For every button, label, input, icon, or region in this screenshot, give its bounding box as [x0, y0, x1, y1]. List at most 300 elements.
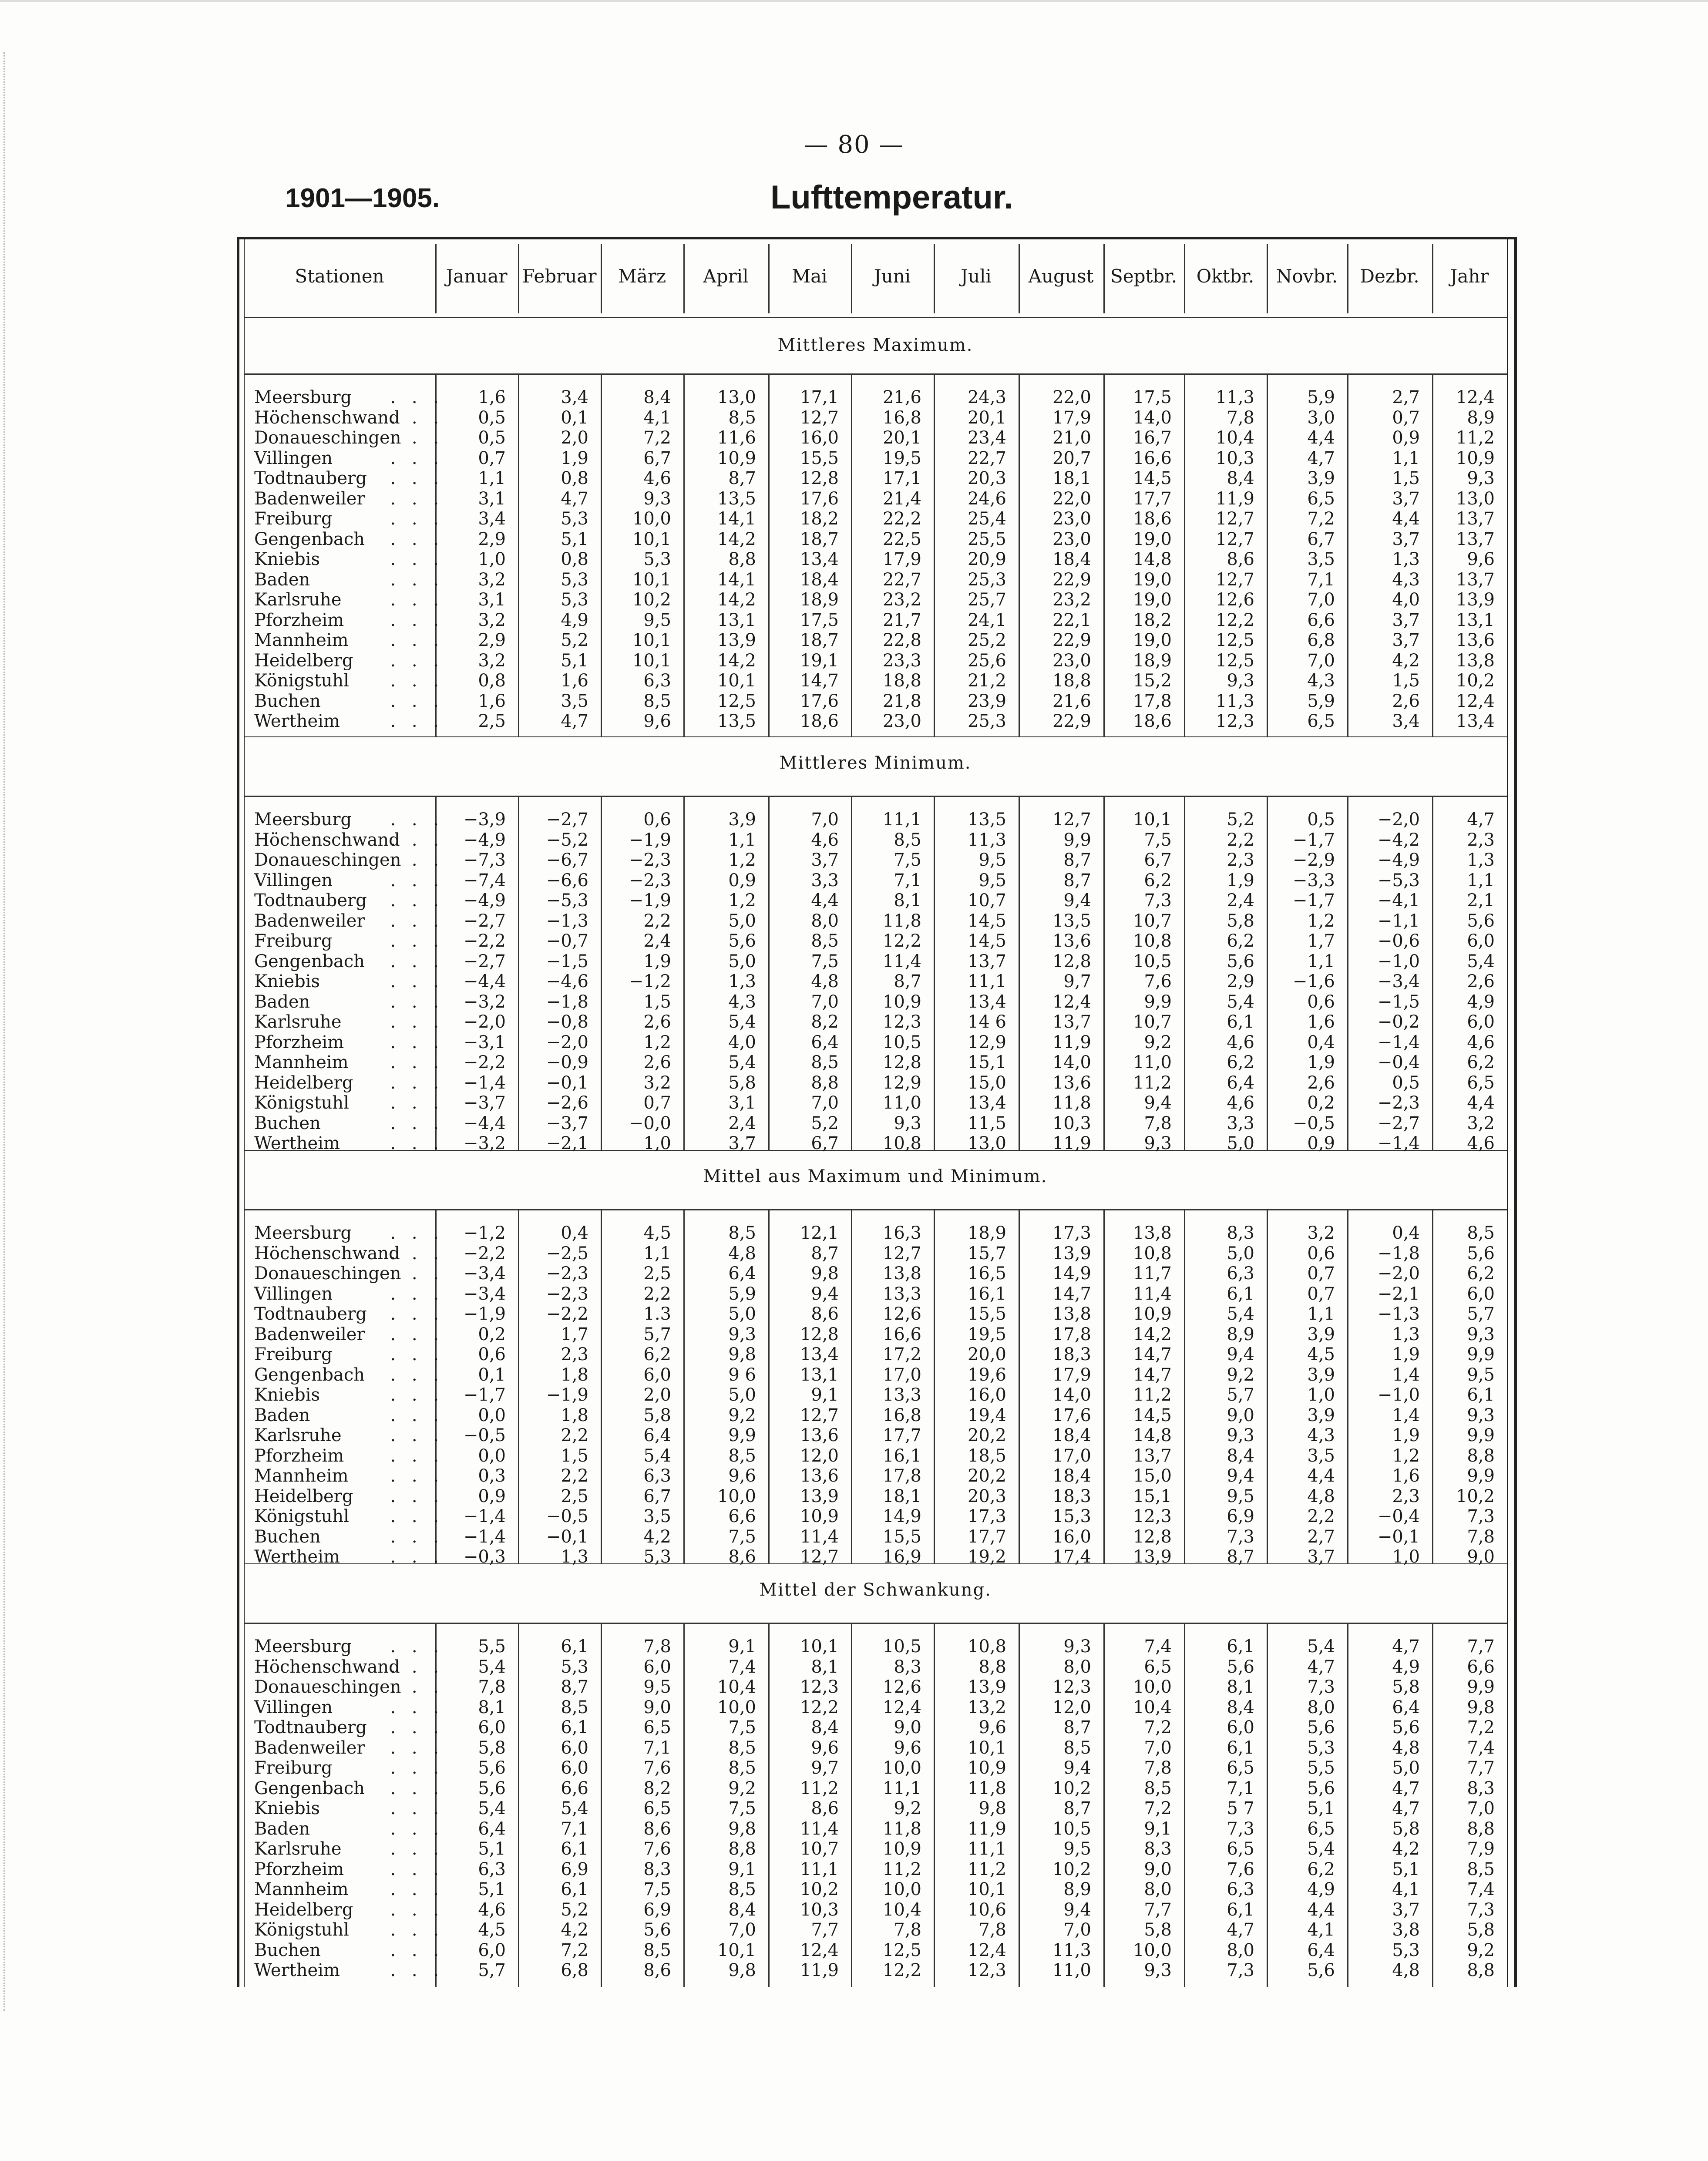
cell-april: 1,3 [728, 971, 756, 991]
cell-jahr: 6,1 [1467, 1385, 1495, 1405]
cell-novbr: 2,7 [1307, 1526, 1335, 1547]
cell-oktbr: 6,1 [1227, 1012, 1254, 1032]
cell-märz: 8,2 [643, 1778, 671, 1798]
cell-septbr: 10,0 [1133, 1677, 1172, 1697]
cell-oktbr: 4,6 [1227, 1093, 1254, 1113]
cell-oktbr: 6,2 [1227, 931, 1254, 951]
cell-juni: 17,7 [882, 1425, 921, 1445]
cell-dezbr: −0,4 [1377, 1052, 1420, 1072]
cell-juli: 20,2 [967, 1425, 1006, 1445]
table-row [244, 1344, 1507, 1365]
station-name: Buchen [254, 1113, 321, 1133]
cell-januar: 5,1 [478, 1839, 506, 1859]
cell-juni: 20,1 [882, 428, 921, 448]
station-name: Meersburg [254, 810, 352, 830]
cell-juli: 11,1 [967, 1839, 1006, 1859]
cell-mai: 15,5 [800, 448, 839, 468]
cell-januar: 1,6 [478, 387, 506, 407]
cell-septbr: 16,7 [1133, 428, 1172, 448]
cell-dezbr: 1,3 [1392, 1324, 1420, 1344]
cell-februar: −5,2 [546, 830, 588, 850]
station-name: Baden [254, 1405, 310, 1425]
cell-jahr: 9,9 [1467, 1677, 1495, 1697]
station-name: Gengenbach [254, 951, 365, 971]
station-name: Kniebis [254, 1798, 320, 1818]
cell-märz: 2,5 [643, 1264, 671, 1284]
cell-januar: 0,5 [478, 428, 506, 448]
cell-april: 10,4 [717, 1677, 756, 1697]
cell-januar: −1,4 [463, 1506, 506, 1526]
station-name: Pforzheim [254, 610, 344, 630]
cell-septbr: 10,7 [1133, 911, 1172, 931]
cell-juli: 23,9 [967, 691, 1006, 711]
cell-januar: 0,5 [478, 407, 506, 428]
table-row [244, 1677, 1507, 1697]
cell-februar: 3,5 [561, 691, 588, 711]
cell-januar: −3,7 [463, 1093, 506, 1113]
cell-märz: 6,0 [643, 1364, 671, 1385]
cell-novbr: 6,6 [1307, 610, 1335, 630]
cell-oktbr: 8,9 [1227, 1324, 1254, 1344]
header-column-rule [1019, 244, 1020, 313]
cell-mai: 6,7 [811, 1133, 839, 1153]
station-name: Badenweiler [254, 1324, 365, 1344]
cell-jahr: 6,0 [1467, 1012, 1495, 1032]
cell-mai: 9,4 [811, 1284, 839, 1304]
cell-novbr: 2,2 [1307, 1506, 1335, 1526]
cell-juni: 12,6 [882, 1304, 921, 1324]
cell-septbr: 17,7 [1133, 488, 1172, 509]
cell-april: 9,2 [728, 1405, 756, 1425]
cell-juli: 10,7 [967, 891, 1006, 911]
cell-april: 8,5 [728, 1738, 756, 1758]
cell-februar: −1,5 [546, 951, 588, 971]
header-oktbr: Oktbr. [1196, 266, 1254, 287]
cell-märz: 5,4 [643, 1445, 671, 1466]
cell-februar: 1,3 [561, 1547, 588, 1567]
table-row [244, 468, 1507, 489]
cell-oktbr: 6,1 [1227, 1637, 1254, 1657]
cell-januar: 5,5 [478, 1637, 506, 1657]
leader-dots: . . . [390, 1344, 444, 1364]
cell-april: 14,2 [717, 529, 756, 549]
cell-februar: −6,7 [546, 850, 588, 870]
cell-juni: 12,3 [882, 1012, 921, 1032]
cell-oktbr: 5,4 [1227, 991, 1254, 1012]
cell-februar: 5,2 [561, 1899, 588, 1920]
cell-januar: 7,8 [478, 1677, 506, 1697]
cell-juli: 22,7 [967, 448, 1006, 468]
cell-septbr: 19,0 [1133, 569, 1172, 590]
table-row [244, 1264, 1507, 1284]
cell-august: 8,7 [1063, 870, 1091, 891]
cell-april: 8,8 [728, 549, 756, 569]
cell-juni: 23,0 [882, 711, 921, 731]
cell-märz: 6,9 [643, 1899, 671, 1920]
cell-mai: 12,8 [800, 468, 839, 488]
cell-august: 17,4 [1052, 1547, 1091, 1567]
cell-mai: 12,4 [800, 1940, 839, 1960]
cell-oktbr: 7,3 [1227, 1818, 1254, 1839]
table-row [244, 1223, 1507, 1243]
cell-juli: 20,1 [967, 407, 1006, 428]
table-row [244, 1697, 1507, 1718]
table-row [244, 951, 1507, 972]
cell-oktbr: 7,3 [1227, 1960, 1254, 1980]
cell-mai: 8,8 [811, 1072, 839, 1093]
cell-septbr: 6,2 [1144, 870, 1172, 891]
cell-oktbr: 5,6 [1227, 951, 1254, 971]
cell-septbr: 18,6 [1133, 509, 1172, 529]
cell-oktbr: 2,9 [1227, 971, 1254, 991]
cell-januar: −2,7 [463, 951, 506, 971]
cell-februar: 6,1 [561, 1839, 588, 1859]
cell-märz: 1,5 [643, 991, 671, 1012]
cell-juni: 22,8 [882, 630, 921, 650]
section-mittleres-minimum-title: Mittleres Minimum. [779, 753, 972, 773]
station-name: Todtnauberg [254, 1304, 367, 1324]
cell-juni: 12,9 [882, 1072, 921, 1093]
cell-august: 18,1 [1052, 468, 1091, 488]
cell-juli: 8,8 [978, 1657, 1006, 1677]
cell-mai: 17,5 [800, 610, 839, 630]
cell-januar: 3,2 [478, 569, 506, 590]
cell-august: 8,0 [1063, 1657, 1091, 1677]
cell-april: 8,4 [728, 1899, 756, 1920]
cell-juni: 18,8 [882, 671, 921, 691]
cell-juni: 11,8 [882, 911, 921, 931]
cell-januar: 2,9 [478, 630, 506, 650]
cell-märz: 8,4 [643, 387, 671, 407]
cell-februar: 6,1 [561, 1637, 588, 1657]
cell-februar: 4,7 [561, 711, 588, 731]
table-row [244, 570, 1507, 590]
cell-februar: 1,8 [561, 1405, 588, 1425]
cell-dezbr: 0,4 [1392, 1223, 1420, 1243]
cell-märz: 2,2 [643, 911, 671, 931]
cell-februar: 1,5 [561, 1445, 588, 1466]
cell-novbr: 3,5 [1307, 549, 1335, 569]
cell-oktbr: 10,4 [1215, 428, 1254, 448]
cell-januar: 3,2 [478, 610, 506, 630]
cell-januar: 2,5 [478, 711, 506, 731]
cell-august: 11,0 [1052, 1960, 1091, 1980]
cell-mai: 6,4 [811, 1032, 839, 1052]
cell-januar: 5,6 [478, 1778, 506, 1798]
cell-april: 5,4 [728, 1052, 756, 1072]
cell-juli: 11,5 [967, 1113, 1006, 1133]
cell-septbr: 10,9 [1133, 1304, 1172, 1324]
table-row [244, 1324, 1507, 1345]
cell-novbr: 4,8 [1307, 1486, 1335, 1506]
station-name: Donaueschingen [254, 1677, 401, 1697]
table-row [244, 1900, 1507, 1920]
station-name: Kniebis [254, 549, 320, 569]
cell-novbr: 4,7 [1307, 448, 1335, 468]
cell-oktbr: 2,4 [1227, 891, 1254, 911]
cell-februar: 8,7 [561, 1677, 588, 1697]
cell-april: 8,5 [728, 1445, 756, 1466]
cell-märz: 6,3 [643, 1466, 671, 1486]
cell-oktbr: 7,1 [1227, 1778, 1254, 1798]
cell-juni: 12,2 [882, 1960, 921, 1980]
cell-januar: −2,2 [463, 1052, 506, 1072]
cell-septbr: 7,7 [1144, 1899, 1172, 1920]
cell-jahr: 4,6 [1467, 1032, 1495, 1052]
station-name: Höchenschwand [254, 1657, 400, 1677]
cell-jahr: 13,7 [1456, 569, 1495, 590]
cell-juli: 20,9 [967, 549, 1006, 569]
cell-novbr: 1,7 [1307, 931, 1335, 951]
cell-juli: 25,3 [967, 569, 1006, 590]
cell-juni: 11,1 [882, 810, 921, 830]
cell-mai: 4,4 [811, 891, 839, 911]
cell-april: 3,7 [728, 1133, 756, 1153]
header-märz: März [618, 266, 666, 287]
cell-dezbr: 4,7 [1392, 1798, 1420, 1818]
header-august: August [1028, 266, 1094, 287]
cell-septbr: 14,5 [1133, 1405, 1172, 1425]
cell-juni: 21,8 [882, 691, 921, 711]
cell-märz: 3,2 [643, 1072, 671, 1093]
cell-april: 9,3 [728, 1324, 756, 1344]
station-name: Heidelberg [254, 1486, 353, 1506]
cell-august: 17,8 [1052, 1324, 1091, 1344]
station-name: Königstuhl [254, 671, 349, 691]
cell-mai: 3,3 [811, 870, 839, 891]
table-row [244, 671, 1507, 691]
cell-januar: 6,4 [478, 1818, 506, 1839]
cell-novbr: 4,4 [1307, 1899, 1335, 1920]
cell-april: 2,4 [728, 1113, 756, 1133]
cell-oktbr: 6,5 [1227, 1758, 1254, 1778]
period-label: 1901—1905. [285, 183, 440, 213]
cell-februar: −5,3 [546, 891, 588, 911]
table-row [244, 830, 1507, 850]
cell-septbr: 15,2 [1133, 671, 1172, 691]
cell-juli: 11,3 [967, 830, 1006, 850]
table-row [244, 1466, 1507, 1486]
cell-septbr: 19,0 [1133, 529, 1172, 549]
cell-januar: −1,4 [463, 1072, 506, 1093]
cell-august: 17,9 [1052, 407, 1091, 428]
cell-januar: −3,4 [463, 1264, 506, 1284]
leader-dots: . . . [390, 1697, 444, 1717]
cell-mai: 8,0 [811, 911, 839, 931]
cell-jahr: 12,4 [1456, 691, 1495, 711]
cell-dezbr: 3,7 [1392, 488, 1420, 509]
cell-januar: 4,6 [478, 1899, 506, 1920]
cell-august: 10,2 [1052, 1859, 1091, 1879]
cell-juli: 12,9 [967, 1032, 1006, 1052]
header-juli: Juli [961, 266, 992, 287]
station-name: Meersburg [254, 1637, 352, 1657]
cell-oktbr: 9,4 [1227, 1344, 1254, 1364]
cell-februar: 2,0 [561, 428, 588, 448]
cell-märz: −0,0 [629, 1113, 671, 1133]
cell-jahr: 2,3 [1467, 830, 1495, 850]
cell-dezbr: −4,9 [1377, 850, 1420, 870]
cell-april: 14,1 [717, 509, 756, 529]
cell-juni: 12,4 [882, 1697, 921, 1717]
cell-jahr: 4,9 [1467, 991, 1495, 1012]
cell-septbr: 12,3 [1133, 1506, 1172, 1526]
cell-januar: 0,2 [478, 1324, 506, 1344]
page-title: Lufttemperatur. [770, 179, 1013, 216]
cell-januar: 0,7 [478, 448, 506, 468]
cell-novbr: −1,6 [1292, 971, 1335, 991]
cell-novbr: 2,6 [1307, 1072, 1335, 1093]
cell-august: 9,7 [1063, 971, 1091, 991]
cell-juli: 13,9 [967, 1677, 1006, 1697]
cell-novbr: 3,9 [1307, 1405, 1335, 1425]
table-row [244, 1012, 1507, 1032]
header-column-rule [934, 244, 935, 313]
cell-februar: −6,6 [546, 870, 588, 891]
table-row [244, 1758, 1507, 1778]
header-dezbr: Dezbr. [1360, 266, 1419, 287]
table-row [244, 691, 1507, 712]
cell-januar: −4,9 [463, 830, 506, 850]
cell-mai: 13,4 [800, 549, 839, 569]
cell-mai: 14,7 [800, 671, 839, 691]
cell-februar: 5,3 [561, 569, 588, 590]
cell-april: 5,0 [728, 1304, 756, 1324]
cell-april: 7,5 [728, 1717, 756, 1738]
cell-oktbr: 5,2 [1227, 810, 1254, 830]
cell-januar: −0,3 [463, 1547, 506, 1567]
cell-dezbr: 4,9 [1392, 1657, 1420, 1677]
cell-jahr: 7,4 [1467, 1879, 1495, 1899]
cell-jahr: 13,8 [1456, 650, 1495, 671]
table-row [244, 1052, 1507, 1073]
cell-januar: −4,4 [463, 1113, 506, 1133]
cell-märz: 9,5 [643, 1677, 671, 1697]
cell-dezbr: 4,3 [1392, 569, 1420, 590]
cell-juni: 9,2 [894, 1798, 921, 1818]
cell-juni: 15,5 [882, 1526, 921, 1547]
cell-februar: −2,5 [546, 1243, 588, 1264]
station-name: Donaueschingen [254, 850, 401, 870]
cell-dezbr: 5,3 [1392, 1940, 1420, 1960]
cell-jahr: 6,2 [1467, 1264, 1495, 1284]
cell-mai: 8,4 [811, 1717, 839, 1738]
cell-märz: 3,5 [643, 1506, 671, 1526]
cell-august: 12,0 [1052, 1697, 1091, 1717]
cell-septbr: 13,8 [1133, 1223, 1172, 1243]
cell-januar: −3,2 [463, 1133, 506, 1153]
cell-april: 1,2 [728, 850, 756, 870]
cell-juni: 12,6 [882, 1677, 921, 1697]
cell-dezbr: 4,8 [1392, 1738, 1420, 1758]
cell-jahr: 9,2 [1467, 1940, 1495, 1960]
cell-august: 17,9 [1052, 1364, 1091, 1385]
cell-juni: 8,5 [894, 830, 921, 850]
header-bottom-rule [244, 317, 1507, 318]
cell-august: 9,4 [1063, 891, 1091, 911]
cell-oktbr: 8,3 [1227, 1223, 1254, 1243]
cell-juli: 19,6 [967, 1364, 1006, 1385]
cell-juli: 20,3 [967, 468, 1006, 488]
cell-novbr: 6,7 [1307, 529, 1335, 549]
cell-jahr: 13,4 [1456, 711, 1495, 731]
header-januar: Januar [446, 266, 508, 287]
cell-novbr: 3,9 [1307, 1364, 1335, 1385]
cell-juni: 12,5 [882, 1940, 921, 1960]
cell-mai: 12,3 [800, 1677, 839, 1697]
leader-dots: . . . [390, 549, 444, 569]
cell-juli: 25,5 [967, 529, 1006, 549]
cell-januar: 0,0 [478, 1445, 506, 1466]
cell-januar: 5,4 [478, 1798, 506, 1818]
station-name: Gengenbach [254, 1364, 365, 1385]
cell-januar: 5,7 [478, 1960, 506, 1980]
cell-april: 4,0 [728, 1032, 756, 1052]
cell-jahr: 9,9 [1467, 1466, 1495, 1486]
cell-märz: 0,6 [643, 810, 671, 830]
cell-april: 1,1 [728, 830, 756, 850]
cell-juni: 12,7 [882, 1243, 921, 1264]
table-row [244, 630, 1507, 651]
cell-juni: 23,2 [882, 590, 921, 610]
cell-jahr: 13,9 [1456, 590, 1495, 610]
cell-april: 9 6 [728, 1364, 756, 1385]
cell-oktbr: 3,3 [1227, 1113, 1254, 1133]
leader-dots: . . . [390, 1839, 444, 1859]
cell-januar: −2,2 [463, 1243, 506, 1264]
cell-märz: 1.3 [643, 1304, 671, 1324]
cell-juli: 11,1 [967, 971, 1006, 991]
cell-februar: 7,2 [561, 1940, 588, 1960]
cell-dezbr: −1,0 [1377, 1385, 1420, 1405]
cell-mai: 13,6 [800, 1425, 839, 1445]
cell-mai: 12,7 [800, 1405, 839, 1425]
cell-septbr: 11,4 [1133, 1284, 1172, 1304]
cell-septbr: 18,6 [1133, 711, 1172, 731]
cell-juni: 17,9 [882, 549, 921, 569]
cell-februar: 6,9 [561, 1859, 588, 1879]
leader-dots: . . . [390, 1113, 444, 1133]
cell-dezbr: −2,3 [1377, 1093, 1420, 1113]
cell-dezbr: 3,7 [1392, 610, 1420, 630]
table-row [244, 549, 1507, 570]
cell-oktbr: 6,5 [1227, 1839, 1254, 1859]
cell-juli: 9,5 [978, 850, 1006, 870]
leader-dots: . . . [390, 569, 444, 590]
cell-dezbr: −5,3 [1377, 870, 1420, 891]
cell-juni: 16,6 [882, 1324, 921, 1344]
cell-märz: 4,2 [643, 1526, 671, 1547]
cell-mai: 18,2 [800, 509, 839, 529]
cell-februar: 0,1 [561, 407, 588, 428]
cell-mai: 10,7 [800, 1839, 839, 1859]
cell-januar: −4,4 [463, 971, 506, 991]
cell-mai: 7,5 [811, 951, 839, 971]
leader-dots: . . . [390, 1385, 444, 1405]
cell-juni: 22,7 [882, 569, 921, 590]
cell-septbr: 11,7 [1133, 1264, 1172, 1284]
cell-januar: −2,0 [463, 1012, 506, 1032]
cell-april: 9,1 [728, 1859, 756, 1879]
cell-august: 15,3 [1052, 1506, 1091, 1526]
cell-juli: 16,1 [967, 1284, 1006, 1304]
cell-septbr: 10,1 [1133, 810, 1172, 830]
cell-märz: 6,7 [643, 448, 671, 468]
cell-april: 8,5 [728, 1223, 756, 1243]
cell-juni: 8,3 [894, 1657, 921, 1677]
cell-juli: 19,4 [967, 1405, 1006, 1425]
cell-oktbr: 11,3 [1215, 387, 1254, 407]
